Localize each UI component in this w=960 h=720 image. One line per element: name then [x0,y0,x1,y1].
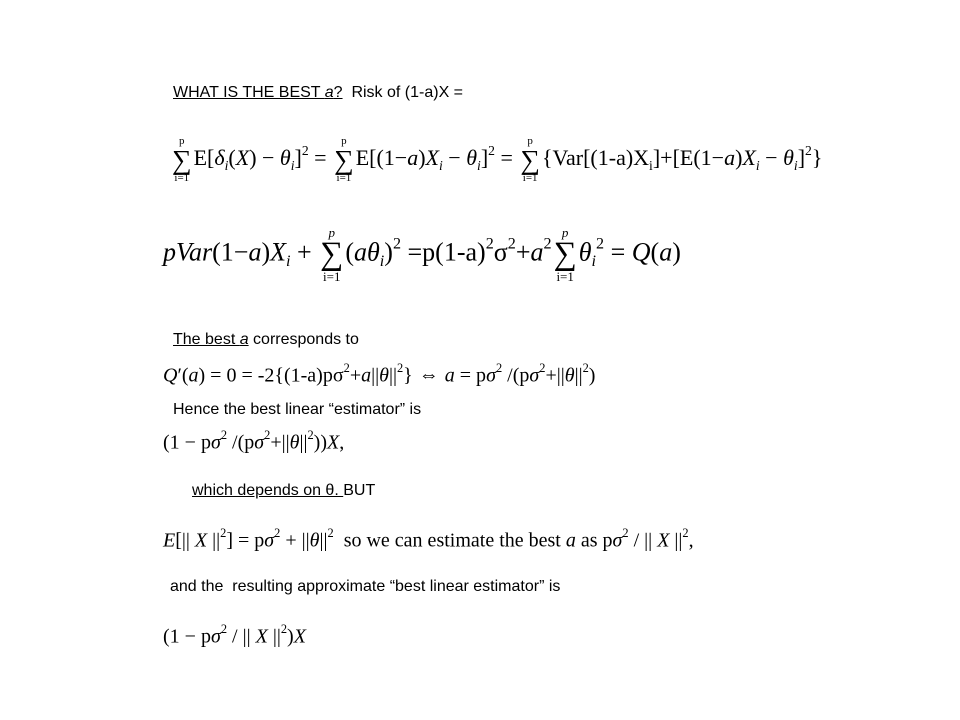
math-token: 2 [543,235,552,253]
math-token: X [293,625,306,648]
math-token: / || [628,529,658,552]
math-token: 2 [488,142,495,158]
math-token: i=1 [323,268,341,284]
math-token: 2 [280,622,288,636]
math-token: i [290,157,295,173]
math-token: θ [309,529,320,552]
iff-arrow-icon: ⇔ [418,364,439,387]
math-token: σ [254,431,265,454]
sum-symbol [554,226,577,283]
math-token: i [755,157,760,173]
depends-line [192,482,375,500]
heading-a: a [324,84,334,101]
math-token: + [290,237,319,267]
math-token: ) = 0 = -2{(1-a)p [198,364,333,387]
math-token: a [565,529,576,552]
math-token: i=1 [174,172,190,185]
sum-symbol [320,226,343,283]
equation-expectation [163,526,694,552]
math-token: ] [480,145,489,171]
math-token: X [235,145,250,171]
math-token: ( [650,237,660,267]
math-token: || [371,364,380,387]
math-token: σ [612,529,623,552]
math-token: 2 [220,428,228,442]
math-token: i [379,253,385,271]
math-token: (1 − p [163,625,211,648]
math-token: 2 [539,361,546,375]
math-token: + || [280,529,310,552]
equation-q-of-a [163,226,681,283]
math-token: σ [210,625,221,648]
depends-underlined: which depends on θ. [192,482,344,499]
math-token: i [286,253,291,271]
math-token: a [188,364,199,387]
math-token: )) [313,431,327,454]
math-token: i [591,253,597,271]
math-token: 2 [596,235,605,253]
math-token: = [604,237,632,267]
math-token: || [574,364,583,387]
math-token: E [163,529,176,552]
math-token: θ [279,145,291,171]
math-token: ( [181,364,189,387]
math-token: [|| [175,529,195,552]
math-token: θ [379,364,389,387]
math-token: Q [631,237,651,267]
math-token: ) [672,237,681,267]
math-token: 2 [507,235,516,253]
math-token: ∑ [320,236,344,272]
math-token: (1− [212,237,249,267]
slide-heading [173,84,463,102]
math-token: 2 [396,361,404,375]
math-token: σ [332,364,344,387]
result-line: and the resulting approximate “best linear estimator” is [170,578,561,595]
math-token: pVar [163,237,213,267]
math-token: p [328,225,335,240]
math-token: a [659,237,673,267]
heading-underlined [173,84,343,101]
sum-symbol [334,136,354,184]
math-token: θ [289,431,300,454]
math-token: X [425,145,439,171]
math-token: p [561,225,569,240]
heading-text-1: WHAT IS THE BEST [173,84,325,101]
math-token: σ [264,529,275,552]
math-token: 2 [495,361,503,375]
math-token: 2 [264,428,271,442]
math-token: || [669,529,683,552]
math-token: a [444,364,455,387]
math-token: 2 [682,526,689,540]
math-token: X [270,237,287,267]
math-token: p [341,135,347,147]
math-token: ] [797,145,806,171]
math-token: ∑ [172,144,192,175]
math-token: a [361,364,372,387]
math-token: − [759,145,784,171]
math-token: θ [466,145,478,171]
math-token: /(p [502,364,530,387]
math-token: = p [454,364,487,387]
math-token: || [267,625,281,648]
math-token: + [515,237,531,267]
math-token: i [438,157,443,173]
math-token: i [649,157,653,173]
equation-best-linear [163,428,344,454]
best-a-underlined [173,331,249,348]
math-token: X [327,431,340,454]
math-token: − [442,145,467,171]
math-token: i [793,157,798,173]
math-token: 2 [274,526,281,540]
math-token: 2 [220,622,228,636]
math-token: i=1 [522,172,538,185]
math-token: || [388,364,397,387]
equation-approx-estimator [163,622,306,648]
math-token: +|| [270,431,290,454]
math-token: , [339,431,345,454]
math-token: /(p [227,431,255,454]
heading-text-2: ? [333,84,343,101]
math-token: so we can estimate the best [333,529,566,552]
math-token: 2 [220,526,227,540]
math-token: 2 [582,361,589,375]
math-token: ) [287,625,294,648]
math-token: a [724,145,736,171]
math-token: ) [418,145,426,171]
math-token: 2 [622,526,629,540]
math-token: ′ [177,364,182,387]
math-token: δ [214,145,225,171]
math-token: σ [529,364,540,387]
math-token: , [688,529,694,552]
math-token: 2 [307,428,314,442]
math-token: σ [493,237,508,267]
math-token: ) [384,237,393,267]
math-token: a [248,237,262,267]
sum-symbol [520,136,540,184]
math-token: ∑ [520,144,540,175]
math-token: || [207,529,221,552]
equation-derivative [163,361,595,387]
math-token: θ [783,145,794,171]
math-token: aθ [354,237,380,267]
math-token: / || [227,625,256,648]
math-token: (1 − p [163,431,211,454]
math-token: 2 [392,235,402,253]
math-token: ∑ [334,144,354,175]
equation-risk-sum [170,136,822,184]
math-token: ]+[E(1− [652,145,725,171]
math-token: X [742,145,756,171]
math-token: ] [294,145,302,171]
text-fragment: The best [173,331,240,348]
heading-risk-text: Risk of (1-a)X = [342,84,464,101]
math-token: ] = p [226,529,265,552]
hence-line: Hence the best linear “estimator” is [173,401,422,418]
math-token: a [530,237,544,267]
math-token: θ [564,364,575,387]
math-token: i=1 [556,268,574,284]
math-token: as p [575,529,613,552]
math-token: } [403,364,413,387]
math-token: θ [578,237,592,267]
math-token: i [477,157,481,173]
math-token: i=1 [336,172,352,185]
math-token: = [308,145,333,171]
math-token: } [811,145,823,171]
math-token: {Var[(1-a)X [541,145,650,171]
math-token: X [657,529,670,552]
math-token: ) [588,364,596,387]
math-token: X [255,625,268,648]
math-token: ) − [249,145,280,171]
math-token: a [407,145,419,171]
math-token: i [224,157,229,173]
math-token: 2 [343,361,350,375]
math-token: ∑ [553,236,577,272]
math-token: σ [210,431,221,454]
math-token: ) [735,145,743,171]
math-token: 2 [485,235,494,253]
text-fragment: corresponds to [248,331,359,348]
math-token: Q [163,364,178,387]
math-token: || [319,529,328,552]
math-token: σ [486,364,496,387]
math-token: =p(1-a) [401,237,486,267]
math-token: E[(1− [355,145,408,171]
math-token: 2 [301,142,309,158]
math-token: +|| [545,364,565,387]
math-token: ( [345,237,355,267]
text-fragment: BUT [343,482,376,499]
sum-symbol [172,136,192,184]
math-token: p [179,135,185,147]
math-token: p [527,135,533,147]
best-a-line [173,331,359,349]
math-token: E[ [193,145,215,171]
math-token: = [494,145,519,171]
math-token: ( [228,145,236,171]
math-token: || [299,431,308,454]
math-token: 2 [327,526,334,540]
math-token: ) [261,237,271,267]
math-token: + [349,364,362,387]
math-token: X [194,529,208,552]
math-token: 2 [805,142,812,158]
text-fragment: a [239,331,249,348]
